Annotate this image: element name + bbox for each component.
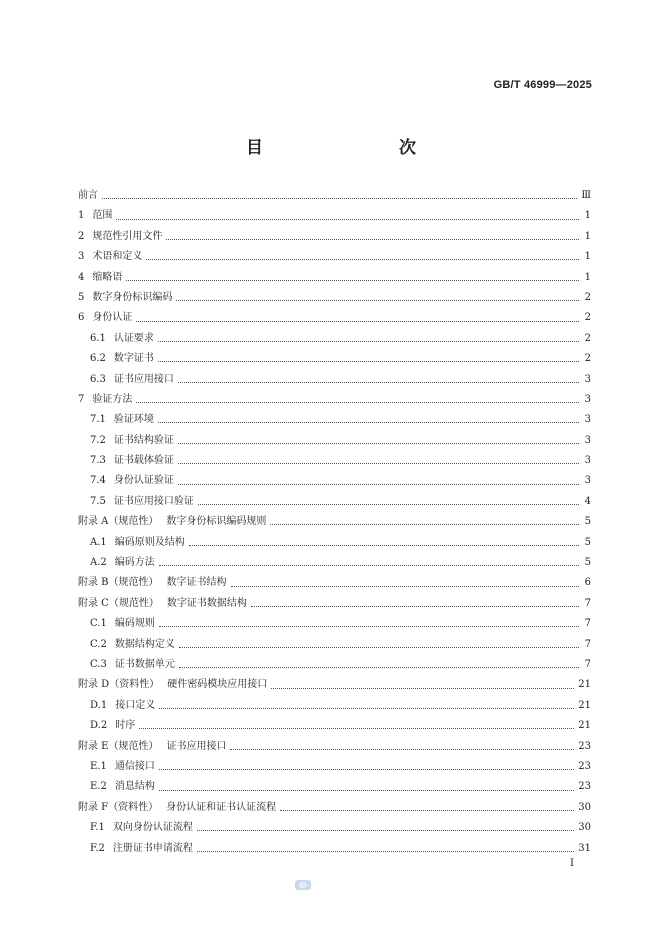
toc-entry-title: 双向身份认证流程	[112, 822, 193, 834]
toc-entry-page: 21	[578, 720, 591, 732]
toc-leader-dots	[198, 503, 579, 505]
toc-leader-dots	[179, 666, 579, 668]
toc-entry-page: 30	[578, 822, 591, 834]
toc-leader-dots	[126, 279, 579, 281]
toc-leader-dots	[102, 197, 577, 199]
toc-entry-number: 7.2	[90, 434, 106, 446]
toc-entry-number: F.1	[90, 822, 105, 834]
toc-entry-number: D.2	[90, 720, 108, 732]
toc-entry-title: 术语和定义	[92, 251, 143, 263]
toc-entry-title: 前言	[78, 190, 98, 201]
toc-leader-dots	[178, 462, 579, 464]
toc-entry-page: 1	[584, 210, 591, 222]
toc-entry[interactable]	[78, 573, 591, 593]
toc-entry-page: 2	[584, 353, 591, 365]
toc-entry-number: C.1	[90, 618, 107, 630]
toc-entry[interactable]	[78, 206, 591, 226]
toc-entry-page: 31	[578, 842, 591, 854]
toc-entry[interactable]	[78, 308, 591, 328]
standard-code: GB/T 46999—2025	[493, 79, 592, 91]
toc-entry[interactable]	[78, 512, 591, 532]
toc-entry-number: 附录 C（规范性）	[78, 597, 159, 609]
toc-entry-page: Ⅲ	[581, 190, 591, 201]
toc-entry-page: 6	[584, 577, 591, 589]
toc-leader-dots	[178, 442, 579, 444]
toc-entry-page: 23	[578, 781, 591, 793]
toc-entry-title: 证书应用接口	[166, 740, 227, 752]
toc-entry-number: D.1	[90, 699, 108, 711]
toc-entry[interactable]	[78, 777, 591, 797]
toc-entry-number: 7.5	[90, 495, 106, 507]
toc-entry-page: 23	[578, 740, 591, 752]
toc-entry-number: 7.4	[90, 475, 106, 487]
toc-entry[interactable]	[78, 635, 591, 655]
toc-entry-title: 证书应用接口验证	[113, 495, 194, 507]
toc-entry-number: E.1	[90, 760, 107, 772]
toc-leader-dots	[136, 320, 579, 322]
toc-leader-dots	[159, 564, 579, 566]
toc-leader-dots	[280, 809, 574, 811]
toc-leader-dots	[189, 544, 579, 546]
toc-entry-page: 7	[584, 658, 591, 670]
toc-entry[interactable]	[78, 451, 591, 471]
toc-entry-page: 7	[584, 597, 591, 609]
toc-entry[interactable]	[78, 716, 591, 736]
toc-entry-title: 编码原则及结构	[114, 536, 185, 548]
toc-entry-number: 5	[78, 291, 85, 303]
toc-entry-title: 编码方法	[114, 557, 155, 569]
publisher-logo-icon	[294, 878, 312, 892]
toc-entry-title: 缩略语	[92, 271, 123, 283]
toc-entry-number: 2	[78, 230, 85, 242]
toc-entry-title: 注册证书申请流程	[112, 842, 193, 854]
toc-leader-dots	[139, 727, 574, 729]
toc-entry-number: 6.1	[90, 332, 106, 344]
toc-entry-number: 附录 E（规范性）	[78, 740, 159, 752]
toc-leader-dots	[231, 585, 579, 587]
toc-entry-title: 数据结构定义	[114, 638, 175, 650]
toc-leader-dots	[197, 850, 574, 852]
toc-entry-number: 7	[78, 393, 85, 405]
toc-entry-number: A.1	[90, 536, 107, 548]
toc-entry-page: 21	[578, 679, 591, 691]
toc-entry[interactable]	[78, 390, 591, 410]
toc-entry-title: 身份认证验证	[113, 475, 174, 487]
toc-entry-number: 附录 A（规范性）	[78, 516, 159, 528]
toc-entry[interactable]	[78, 227, 591, 247]
toc-entry-title: 通信接口	[114, 760, 155, 772]
toc-entry-page: 30	[578, 801, 591, 813]
toc-entry-page: 1	[584, 230, 591, 242]
toc-entry-title: 数字身份标识编码规则	[166, 516, 267, 528]
toc-entry-page: 3	[584, 393, 591, 405]
toc-entry[interactable]	[78, 533, 591, 553]
toc-entry[interactable]	[78, 798, 591, 818]
toc-entry-title: 证书应用接口	[113, 373, 174, 385]
toc-entry-title: 身份认证	[92, 312, 133, 324]
toc-entry-page: 2	[584, 312, 591, 324]
toc-entry-number: 附录 D（资料性）	[78, 679, 160, 691]
toc-entry-page: 23	[578, 760, 591, 772]
toc-entry-title: 认证要求	[113, 332, 154, 344]
toc-entry-page: 3	[584, 455, 591, 467]
toc-entry-page: 3	[584, 475, 591, 487]
toc-entry-page: 3	[584, 434, 591, 446]
toc-leader-dots	[179, 646, 579, 648]
toc-entry-title: 接口定义	[115, 699, 156, 711]
toc-entry-page: 5	[584, 516, 591, 528]
toc-leader-dots	[270, 523, 579, 525]
toc-entry[interactable]	[78, 186, 591, 206]
toc-leader-dots	[146, 258, 579, 260]
toc-leader-dots	[176, 299, 579, 301]
toc-leader-dots	[158, 360, 579, 362]
toc-leader-dots	[158, 340, 579, 342]
toc-entry[interactable]	[78, 696, 591, 716]
toc-entry-number: 7.1	[90, 414, 106, 426]
toc-entry[interactable]	[78, 553, 591, 573]
toc-entry[interactable]	[78, 655, 591, 675]
toc-entry-page: 3	[584, 414, 591, 426]
toc-entry[interactable]	[78, 329, 591, 349]
toc-entry[interactable]	[78, 431, 591, 451]
toc-entry-page: 2	[584, 291, 591, 303]
toc-entry[interactable]	[78, 370, 591, 390]
toc-entry[interactable]	[78, 594, 591, 614]
toc-entry-number: 3	[78, 251, 85, 263]
toc-entry-title: 证书数据单元	[114, 658, 175, 670]
toc-leader-dots	[230, 748, 574, 750]
toc-entry[interactable]	[78, 410, 591, 430]
toc-entry-title: 数字身份标识编码	[92, 291, 173, 303]
toc-entry-number: C.2	[90, 638, 107, 650]
toc-entry-page: 2	[584, 332, 591, 344]
toc-entry-title: 消息结构	[114, 781, 155, 793]
toc-leader-dots	[166, 238, 579, 240]
toc-entry-number: 1	[78, 210, 85, 222]
toc-entry-number: 6	[78, 312, 85, 324]
toc-entry-page: 5	[584, 557, 591, 569]
toc-entry-title: 数字证书	[113, 353, 154, 365]
toc-entry[interactable]	[78, 818, 591, 838]
toc-entry[interactable]	[78, 737, 591, 757]
toc-entry-number: 附录 B（规范性）	[78, 577, 159, 589]
toc-entry-title: 数字证书数据结构	[166, 597, 247, 609]
toc-entry-title: 验证环境	[113, 414, 154, 426]
toc-entry-title: 硬件密码模块应用接口	[167, 679, 268, 691]
toc-leader-dots	[158, 421, 579, 423]
toc-leader-dots	[159, 768, 574, 770]
toc-entry-page: 1	[584, 251, 591, 263]
toc-entry-page: 7	[584, 638, 591, 650]
toc-leader-dots	[251, 605, 579, 607]
toc-leader-dots	[136, 401, 579, 403]
toc-entry-title: 编码规则	[114, 618, 155, 630]
toc-entry[interactable]	[78, 614, 591, 634]
toc-leader-dots	[159, 625, 579, 627]
toc-entry[interactable]	[78, 268, 591, 288]
toc-entry-title: 证书载体验证	[113, 455, 174, 467]
toc-entry-title: 验证方法	[92, 393, 133, 405]
toc-entry-number: 6.2	[90, 353, 106, 365]
toc-entry-page: 3	[584, 373, 591, 385]
toc-leader-dots	[178, 483, 579, 485]
toc-entry-title: 范围	[92, 210, 113, 222]
toc-entry-title: 证书结构验证	[113, 434, 174, 446]
toc-entry-number: 6.3	[90, 373, 106, 385]
toc-entry[interactable]	[78, 288, 591, 308]
toc-entry-page: 1	[584, 271, 591, 283]
toc-leader-dots	[197, 829, 574, 831]
table-of-contents	[78, 186, 591, 859]
toc-entry[interactable]	[78, 471, 591, 491]
toc-leader-dots	[271, 687, 574, 689]
toc-entry-number: F.2	[90, 842, 105, 854]
page-title: 目 次	[246, 138, 450, 158]
toc-entry-page: 7	[584, 618, 591, 630]
toc-leader-dots	[116, 218, 579, 220]
toc-entry-number: 附录 F（资料性）	[78, 801, 159, 813]
toc-entry[interactable]	[78, 675, 591, 695]
toc-entry-title: 身份认证和证书认证流程	[166, 801, 277, 813]
toc-entry-number: A.2	[90, 557, 107, 569]
toc-entry[interactable]	[78, 839, 591, 859]
toc-leader-dots	[178, 381, 579, 383]
toc-entry-number: 4	[78, 271, 85, 283]
toc-entry-page: 4	[584, 495, 591, 507]
toc-entry-page: 21	[578, 699, 591, 711]
toc-entry-page: 5	[584, 536, 591, 548]
toc-entry[interactable]	[78, 247, 591, 267]
toc-leader-dots	[159, 707, 574, 709]
toc-entry[interactable]	[78, 349, 591, 369]
toc-entry[interactable]	[78, 757, 591, 777]
toc-entry-number: C.3	[90, 658, 107, 670]
page-number: I	[570, 858, 574, 869]
toc-entry-title: 时序	[115, 720, 136, 732]
toc-entry[interactable]	[78, 492, 591, 512]
toc-entry-number: E.2	[90, 781, 107, 793]
toc-leader-dots	[159, 789, 574, 791]
toc-entry-number: 7.3	[90, 455, 106, 467]
toc-entry-title: 数字证书结构	[166, 577, 227, 589]
toc-entry-title: 规范性引用文件	[92, 230, 163, 242]
